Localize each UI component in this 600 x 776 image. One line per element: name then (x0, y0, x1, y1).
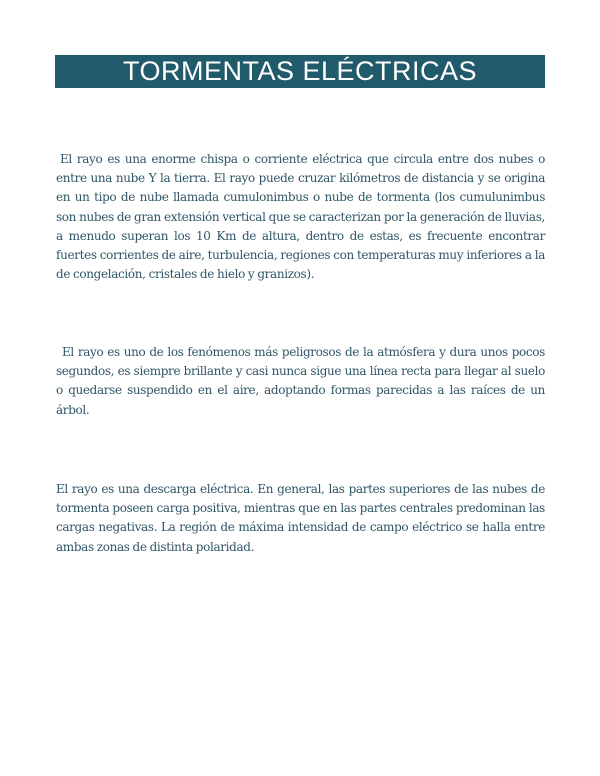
paragraph-2: El rayo es uno de los fenómenos más peligrosos de la atmósfera y dura unos pocos segundos, es siempre brillante y casi nunca sigue una línea recta para llegar al suelo o quedarse suspendido en el aire, adoptando formas parecidas a las raíces de un árbol. (56, 345, 545, 417)
document-title: TORMENTAS ELÉCTRICAS (122, 56, 478, 86)
title-banner (55, 55, 545, 88)
paragraph-1: El rayo es una enorme chispa o corriente eléctrica que circula entre dos nubes o entre una nube Y la tierra. El rayo puede cruzar kilómetros de distancia y se origina en un tipo de nube llamada cumulonimbus o nube de tormenta (los cumulunimbus son nubes de gran extensión vertical que se caracterizan por la generación de lluvias, a menudo superan los 10 Km de altura, dentro de estas, es frecuente encontrar fuertes corrientes de aire, turbulencia, regiones con temperaturas muy inferiores a la de congelación, cristales de hielo y granizos). (56, 152, 545, 282)
paragraph-3: El rayo es una descarga eléctrica. En general, las partes superiores de las nubes de tormenta poseen carga positiva, mientras que en las partes centrales predominan las cargas negativas. La región de máxima intensidad de campo eléctrico se halla entre ambas zonas de distinta polaridad. (56, 482, 545, 554)
